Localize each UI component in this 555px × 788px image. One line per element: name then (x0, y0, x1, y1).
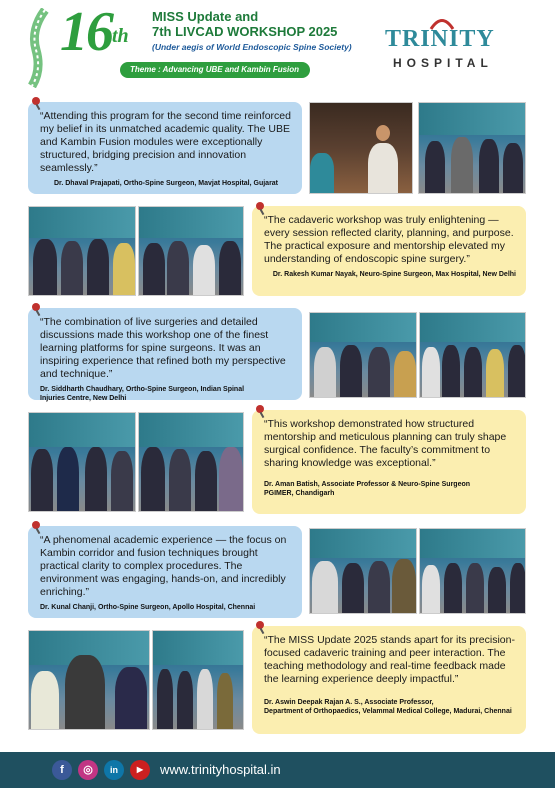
testimonial-quote: “This workshop demonstrated how structured mentorship and meticulous planning can truly shape surgical confidence. The faculty’s commitment to sharing knowledge was exceptional.” (264, 418, 507, 469)
page-header (0, 0, 555, 92)
linkedin-icon[interactable]: in (104, 760, 124, 780)
testimonial-author: Dr. Aman Batish, Associate Professor & Neuro-Spine Surgeon (264, 481, 471, 488)
testimonial-card (252, 626, 526, 734)
event-title-line1: MISS Update and (152, 9, 259, 24)
testimonial-quote: “A phenomenal academic experience — the focus on Kambin corridor and fusion techniques brought practical clarity to complex procedures. The environment was engaging, hands-on, and incredibly enriching.” (40, 534, 287, 598)
testimonial-author-line2: Department of Orthopaedics, Velammal Medical College, Madurai, Chennai (264, 708, 512, 715)
event-photo (152, 630, 244, 730)
microphone-icon (254, 620, 268, 634)
event-photo (309, 102, 413, 194)
testimonial-quote: “The cadaveric workshop was truly enlightening — every session reflected clarity, planning, and purpose. The practical exposure and mentorship elevated my understanding of endoscopic spine surgery.” (264, 214, 514, 265)
event-title-line2: 7th LIVCAD WORKSHOP 2025 (152, 24, 338, 39)
edition-number: 16th (60, 1, 129, 63)
youtube-icon[interactable]: ▶ (130, 760, 150, 780)
microphone-icon (30, 302, 44, 316)
microphone-icon (30, 520, 44, 534)
testimonial-author: Dr. Aswin Deepak Rajan A. S., Associate Professor, (264, 699, 434, 706)
event-photo (28, 412, 136, 512)
event-photo (309, 312, 417, 398)
testimonial-author-line2: Injuries Centre, New Delhi (40, 395, 127, 402)
testimonial-author: Dr. Siddharth Chaudhary, Ortho-Spine Surgeon, Indian Spinal (40, 386, 245, 393)
instagram-icon[interactable]: ◎ (78, 760, 98, 780)
event-photo (419, 312, 526, 398)
theme-banner: Theme : Advancing UBE and Kambin Fusion Frontiers (120, 62, 310, 78)
testimonial-card (28, 102, 302, 194)
testimonial-author: Dr. Rakesh Kumar Nayak, Neuro-Spine Surgeon, Max Hospital, New Delhi (272, 271, 516, 278)
event-photo (138, 412, 244, 512)
event-photo (138, 206, 244, 296)
trinity-hospital-logo (385, 18, 525, 78)
microphone-icon (254, 201, 268, 215)
testimonial-author-line2: PGIMER, Chandigarh (264, 490, 335, 497)
event-photo (28, 206, 136, 296)
microphone-icon (254, 404, 268, 418)
testimonial-card (28, 526, 302, 618)
testimonial-author: Dr. Kunal Chanji, Ortho-Spine Surgeon, Apollo Hospital, Chennai (40, 604, 256, 611)
event-photo (419, 528, 526, 614)
testimonial-card (252, 206, 526, 296)
website-link[interactable]: www.trinityhospital.in (160, 762, 281, 777)
microphone-icon (30, 96, 44, 110)
testimonial-quote: “The MISS Update 2025 stands apart for its precision-focused cadaveric training and peer interaction. The teaching methodology and real-time feedback made the learning experience deeply impactful.” (264, 634, 515, 685)
logo-subtitle: HOSPITAL (393, 56, 493, 70)
page-footer (0, 752, 555, 788)
testimonial-quote: “The combination of live surgeries and detailed discussions made this workshop one of the finest learning platforms for spine surgeons. It was an inspiring experience that refined both my perspective and technique.” (40, 316, 286, 380)
testimonial-author: Dr. Dhaval Prajapati, Ortho-Spine Surgeon, Mavjat Hospital, Gujarat (53, 180, 279, 187)
event-subtitle: (Under aegis of World Endoscopic Spine Society) (152, 42, 352, 52)
testimonial-quote: “Attending this program for the second time reinforced my belief in its unmatched academic quality. The UBE and Kambin Fusion modules were exceptionally structured, bridging precision and innovation seamlessly.” (40, 110, 291, 174)
testimonial-card (28, 308, 302, 400)
logo-name: TRINITY (385, 26, 495, 52)
event-photo (418, 102, 526, 194)
event-photo (28, 630, 150, 730)
testimonial-card (252, 410, 526, 514)
facebook-icon[interactable]: f (52, 760, 72, 780)
event-photo (309, 528, 417, 614)
